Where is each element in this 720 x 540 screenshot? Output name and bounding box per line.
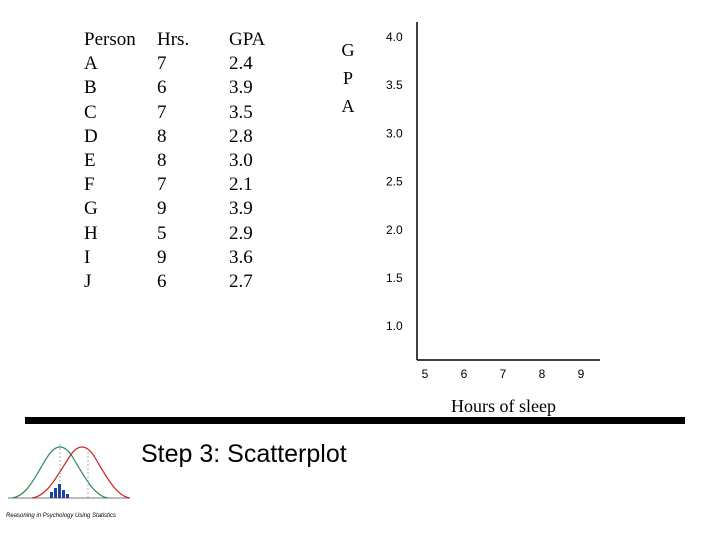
table-header-gpa: GPA (229, 29, 266, 50)
table-cell-person: A (84, 53, 98, 75)
table-cell-hours: 6 (157, 77, 167, 99)
table-cell-hours: 7 (157, 101, 167, 123)
table-cell-person: J (84, 271, 92, 293)
table-header-hours: Hrs. (157, 29, 190, 50)
table-cell-hours: 9 (157, 198, 167, 220)
table-cell-person: H (84, 222, 98, 244)
table-cell-person: F (84, 174, 95, 196)
table-cell-person: E (84, 150, 96, 172)
x-axis-title: Hours of sleep (451, 396, 556, 416)
table-cell-hours: 8 (157, 125, 167, 147)
y-tick-label: 1.0 (386, 319, 403, 334)
table-header-person: Person (84, 29, 136, 50)
table-cell-gpa: 2.1 (229, 174, 253, 196)
table-cell-hours: 7 (157, 174, 167, 196)
table-cell-gpa: 2.9 (229, 222, 253, 244)
table-cell-person: B (84, 77, 97, 99)
logo-normal-curves-icon (4, 434, 134, 514)
table-cell-gpa: 2.4 (229, 53, 253, 75)
x-tick-label: 5 (421, 367, 429, 381)
table-cell-hours: 7 (157, 53, 167, 75)
y-tick-label: 4.0 (386, 30, 403, 44)
y-tick-label: 1.5 (386, 271, 403, 285)
table-cell-gpa: 3.5 (229, 101, 253, 123)
x-tick-label: 6 (460, 367, 468, 381)
table-cell-gpa: 2.8 (229, 125, 253, 147)
table-cell-person: C (84, 101, 97, 123)
y-axis-label-letter: P (342, 68, 353, 88)
table-cell-gpa: 3.9 (229, 77, 253, 99)
y-axis-label-letter: A (341, 96, 355, 116)
slide-title: Step 3: Scatterplot (141, 440, 347, 468)
x-tick-label: 9 (577, 367, 585, 381)
table-cell-hours: 8 (157, 150, 167, 172)
table-cell-gpa: 3.0 (229, 150, 253, 172)
table-cell-hours: 9 (157, 246, 167, 268)
y-tick-label: 3.0 (386, 126, 403, 141)
table-cell-person: I (84, 246, 91, 268)
table-cell-hours: 5 (157, 222, 167, 244)
table-cell-hours: 6 (157, 271, 167, 293)
table-cell-gpa: 2.7 (229, 271, 253, 293)
x-tick-label: 7 (499, 367, 507, 381)
y-tick-label: 2.5 (386, 174, 403, 189)
x-tick-label: 8 (538, 367, 546, 381)
divider-rule (25, 417, 685, 424)
table-cell-gpa: 3.6 (229, 246, 253, 268)
y-axis-label-letter: G (341, 40, 355, 60)
y-tick-label: 2.0 (386, 222, 403, 237)
y-tick-label: 3.5 (386, 78, 403, 93)
table-cell-gpa: 3.9 (229, 198, 253, 220)
table-cell-person: D (84, 125, 98, 147)
table-cell-person: G (84, 198, 98, 220)
logo-caption: Reasoning in Psychology Using Statistics (6, 513, 117, 519)
